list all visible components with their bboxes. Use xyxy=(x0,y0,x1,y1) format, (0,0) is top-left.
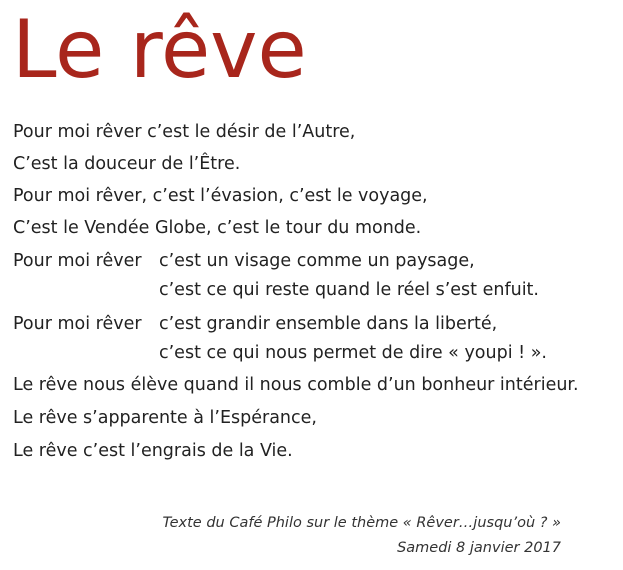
poem-line: Pour moi rêver, c’est l’évasion, c’est le voyage, xyxy=(13,186,428,206)
poem-line: C’est la douceur de l’Être. xyxy=(13,154,241,174)
poem-line xyxy=(13,247,619,276)
poem-line xyxy=(13,339,619,368)
poem-line xyxy=(13,276,619,305)
poem-line: Le rêve nous élève quand il nous comble d’un bonheur intérieur. xyxy=(13,375,579,395)
poem-line-text: c’est grandir ensemble dans la liberté, xyxy=(159,314,498,334)
poem-line-text: c’est ce qui nous permet de dire « youpi ! ». xyxy=(159,343,547,363)
signature-date: Samedi 8 janvier 2017 xyxy=(397,540,561,556)
poem-line-text: c’est ce qui reste quand le réel s’est enfuit. xyxy=(159,280,539,300)
poem-line-text: c’est un visage comme un paysage, xyxy=(159,251,475,271)
signature-source: Texte du Café Philo sur le thème « Rêver…jusqu’où ? » xyxy=(162,515,561,531)
poem-line: Le rêve s’apparente à l’Espérance, xyxy=(13,408,317,428)
poem-stanza xyxy=(13,247,619,305)
page-title: Le rêve xyxy=(12,3,307,96)
poem-line: C’est le Vendée Globe, c’est le tour du monde. xyxy=(13,218,422,238)
poem-line-indent xyxy=(13,339,159,368)
poem-line-indent xyxy=(13,276,159,305)
poem-line-lead: Pour moi rêver xyxy=(13,251,142,271)
poem-line xyxy=(13,310,619,339)
poem-line-lead: Pour moi rêver xyxy=(13,314,142,334)
poem-line: Pour moi rêver c’est le désir de l’Autre, xyxy=(13,122,356,142)
poem-line: Le rêve c’est l’engrais de la Vie. xyxy=(13,441,293,461)
poem xyxy=(13,118,619,466)
signature xyxy=(163,511,561,561)
poem-stanza xyxy=(13,310,619,368)
